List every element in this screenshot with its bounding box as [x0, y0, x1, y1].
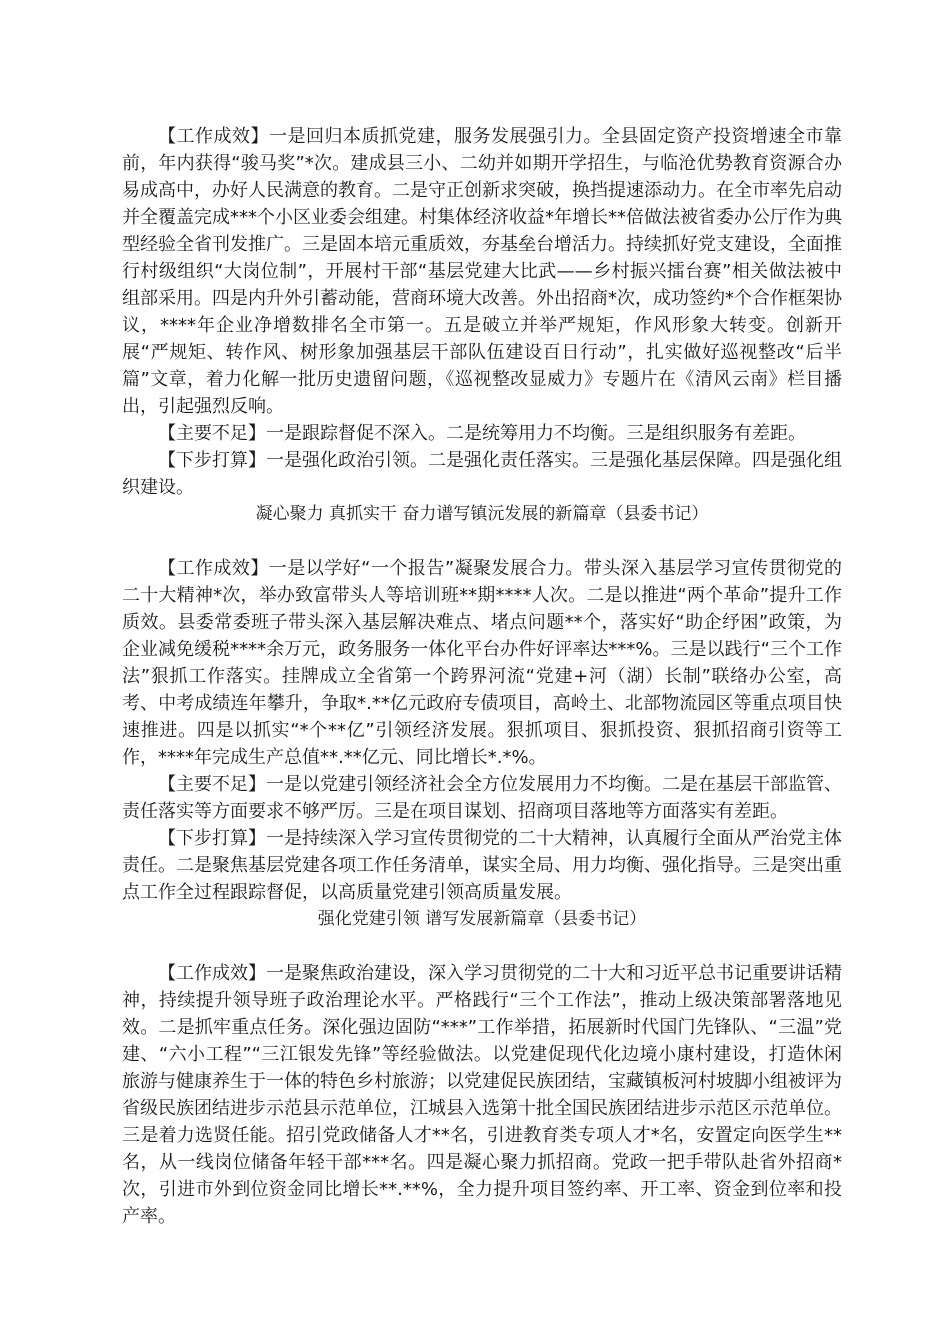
paragraph-shortcomings-2: 【主要不足】一是以党建引领经济社会全方位发展用力不均衡。二是在基层干部监管、责任落实等方面要求不够严厉。三是在项目谋划、招商项目落地等方面落实有差距。	[122, 774, 842, 822]
document-page	[122, 123, 842, 1230]
spacer	[122, 933, 842, 960]
spacer	[122, 528, 842, 555]
paragraph-next-steps-1: 【下步打算】一是强化政治引领。二是强化责任落实。三是强化基层保障。四是强化组织建设。	[122, 450, 842, 498]
paragraph-shortcomings-1: 【主要不足】一是跟踪督促不深入。二是统筹用力不均衡。三是组织服务有差距。	[158, 423, 806, 444]
section-title-2: 凝心聚力 真抓实干 奋力谱写镇沅发展的新篇章（县委书记）	[255, 504, 709, 524]
paragraph-next-steps-2: 【下步打算】一是持续深入学习宣传贯彻党的二十大精神，认真履行全面从严治党主体责任。二是聚焦基层党建各项工作任务清单，谋实全局、用力均衡、强化指导。三是突出重点工作全过程跟踪督促，以高质量党建引领高质量发展。	[122, 828, 842, 903]
paragraph-achievements-3: 【工作成效】一是聚焦政治建设，深入学习贯彻党的二十大和习近平总书记重要讲话精神，持续提升领导班子政治理论水平。严格践行“三个工作法”，推动上级决策部署落地见效。二是抓牢重点任务。深化强边固防“***”工作举措，拓展新时代国门先锋队、“三温”党建、“六小工程”“三江银发先锋”等经验做法。以党建促现代化边境小康村建设，打造休闲旅游与健康养生于一体的特色乡村旅游；以党建促民族团结，宝藏镇板河村坡脚小组被评为省级民族团结进步示范县示范单位，江城县入选第十批全国民族团结进步示范区示范单位。三是着力选贤任能。招引党政储备人才**名，引进教育类专项人才*名，安置定向医学生**名，从一线岗位储备年轻干部***名。四是凝心聚力抓招商。党政一把手带队赴省外招商*次，引进市外到位资金同比增长**.**%，全力提升项目签约率、开工率、资金到位率和投产率。	[122, 963, 842, 1227]
section-title-3: 强化党建引领 谱写发展新篇章（县委书记）	[317, 909, 647, 929]
paragraph-achievements-1: 【工作成效】一是回归本质抓党建，服务发展强引力。全县固定资产投资增速全市靠前，年内获得“骏马奖”*次。建成县三小、二幼并如期开学招生，与临沧优势教育资源合办易成高中，办好人民满意的教育。二是守正创新求突破，换挡提速添动力。在全市率先启动并全覆盖完成***个小区业委会组建。村集体经济收益*年增长**倍做法被省委办公厅作为典型经验全省刊发推广。三是固本培元重质效，夯基垒台增活力。持续抓好党支建设，全面推行村级组织“大岗位制”，开展村干部“基层党建大比武——乡村振兴擂台赛”相关做法被中组部采用。四是内升外引蓄动能，营商环境大改善。外出招商*次，成功签约*个合作框架协议，****年企业净增数排名全市第一。五是破立并举严规矩，作风形象大转变。创新开展“严规矩、转作风、树形象加强基层干部队伍建设百日行动”，扎实做好巡视整改“后半篇”文章，着力化解一批历史遗留问题，《巡视整改显威力》专题片在《清风云南》栏目播出，引起强烈反响。	[122, 126, 842, 417]
paragraph-achievements-2: 【工作成效】一是以学好“一个报告”凝聚发展合力。带头深入基层学习宣传贯彻党的二十大精神*次，举办致富带头人等培训班**期****人次。二是以推进“两个革命”提升工作质效。县委常委班子带头深入基层解决难点、堵点问题**个，落实好“助企纾困”政策，为企业减免缓税****余万元，政务服务一体化平台办件好评率达***%。三是以践行“三个工作法”狠抓工作落实。挂牌成立全省第一个跨界河流“党建+河（湖）长制”联络办公室，高考、中考成绩连年攀升，争取*.**亿元政府专债项目，高岭土、北部物流园区等重点项目快速推进。四是以抓实“*个**亿”引领经济发展。狠抓项目、狠抓投资、狠抓招商引资等工作，****年完成生产总值**.**亿元、同比增长*.*%。	[122, 558, 842, 768]
